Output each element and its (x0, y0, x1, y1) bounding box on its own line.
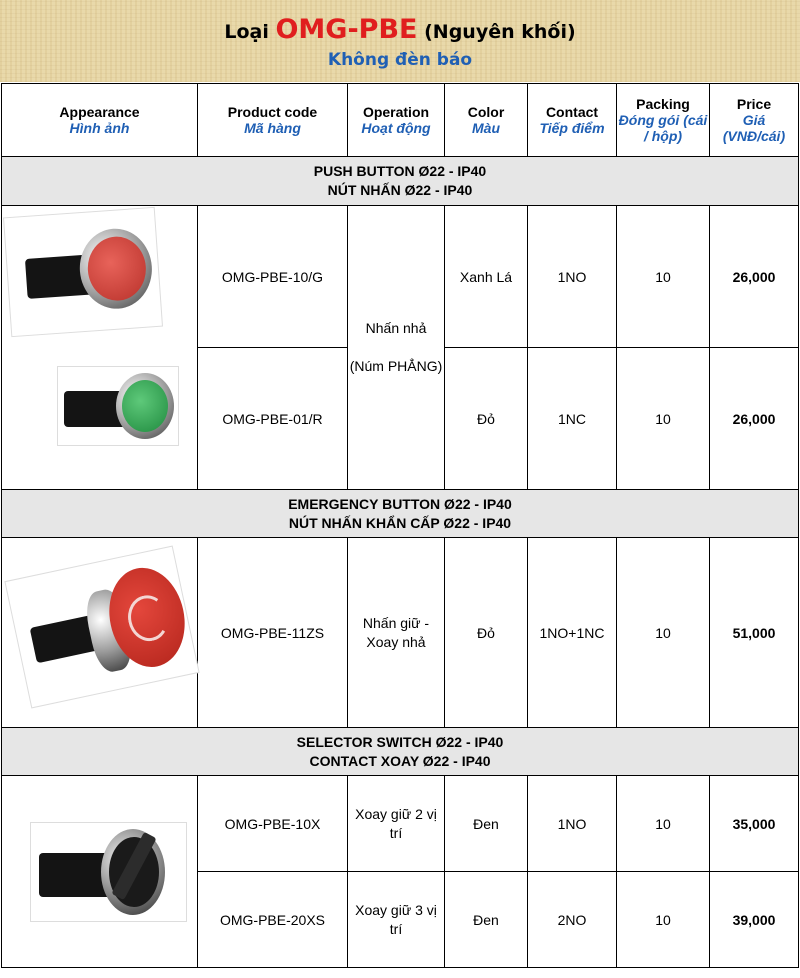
packing-cell: 10 (617, 872, 710, 968)
push-button-images (2, 206, 198, 490)
color-cell: Đen (445, 776, 528, 872)
product-code-cell: OMG-PBE-20XS (198, 872, 348, 968)
section-title-vi: NÚT NHẤN KHẨN CẤP Ø22 - IP40 (288, 514, 512, 531)
operation-cell: Xoay giữ 3 vị trí (348, 872, 445, 968)
price-cell: 39,000 (710, 872, 799, 968)
table-header-row (2, 84, 799, 157)
table-row (2, 538, 799, 728)
section-title-vi: CONTACT XOAY Ø22 - IP40 (309, 752, 491, 769)
packing-cell: 10 (617, 538, 710, 728)
red-push-button-image (3, 207, 163, 337)
packing-cell: 10 (617, 776, 710, 872)
section-title-en: SELECTOR SWITCH Ø22 - IP40 (296, 733, 504, 750)
color-cell: Đỏ (445, 538, 528, 728)
section-row-push-button (2, 157, 799, 206)
green-push-button-image (57, 366, 179, 446)
section-title-en: PUSH BUTTON Ø22 - IP40 (313, 163, 487, 179)
price-cell: 51,000 (710, 538, 799, 728)
col-appearance: Appearance Hình ảnh (2, 84, 198, 157)
col-packing: Packing Đóng gói (cái / hộp) (617, 84, 710, 157)
contact-cell: 1NO (528, 776, 617, 872)
page-title (0, 14, 800, 45)
selector-switch-image-cell (2, 776, 198, 968)
product-code-cell: OMG-PBE-10/G (198, 206, 348, 348)
price-cell: 26,000 (710, 206, 799, 348)
emergency-button-image-cell (2, 538, 198, 728)
title-suffix: (Nguyên khối) (424, 21, 576, 43)
operation-cell: Xoay giữ 2 vị trí (348, 776, 445, 872)
color-cell: Xanh Lá (445, 206, 528, 348)
contact-cell: 1NC (528, 348, 617, 490)
brand-name: OMG-PBE (275, 14, 418, 45)
packing-cell: 10 (617, 206, 710, 348)
color-cell: Đen (445, 872, 528, 968)
table-row (2, 206, 799, 348)
col-operation: Operation Hoạt động (348, 84, 445, 157)
contact-cell: 1NO+1NC (528, 538, 617, 728)
section-title-en: EMERGENCY BUTTON Ø22 - IP40 (288, 495, 512, 512)
packing-cell: 10 (617, 348, 710, 490)
col-contact: Contact Tiếp điểm (528, 84, 617, 157)
page-subtitle: Không đèn báo (327, 50, 473, 70)
selector-switch-image (30, 822, 187, 922)
col-color: Color Màu (445, 84, 528, 157)
color-cell: Đỏ (445, 348, 528, 490)
price-cell: 26,000 (710, 348, 799, 490)
title-banner (0, 0, 800, 82)
section-title-vi: NÚT NHẤN Ø22 - IP40 (327, 182, 473, 198)
col-price: Price Giá (VNĐ/cái) (710, 84, 799, 157)
col-product-code: Product code Mã hàng (198, 84, 348, 157)
product-code-cell: OMG-PBE-10X (198, 776, 348, 872)
title-prefix: Loại (224, 21, 269, 43)
section-row-selector-switch (2, 728, 799, 776)
contact-cell: 1NO (528, 206, 617, 348)
table-row (2, 776, 799, 872)
product-code-cell: OMG-PBE-11ZS (198, 538, 348, 728)
operation-cell: Nhấn giữ - Xoay nhả (348, 538, 445, 728)
contact-cell: 2NO (528, 872, 617, 968)
product-code-cell: OMG-PBE-01/R (198, 348, 348, 490)
section-row-emergency-button (2, 490, 799, 538)
emergency-stop-button-image (4, 546, 199, 709)
operation-cell: Nhấn nhả (Núm PHẲNG) (348, 206, 445, 490)
product-price-table (1, 83, 799, 968)
price-cell: 35,000 (710, 776, 799, 872)
